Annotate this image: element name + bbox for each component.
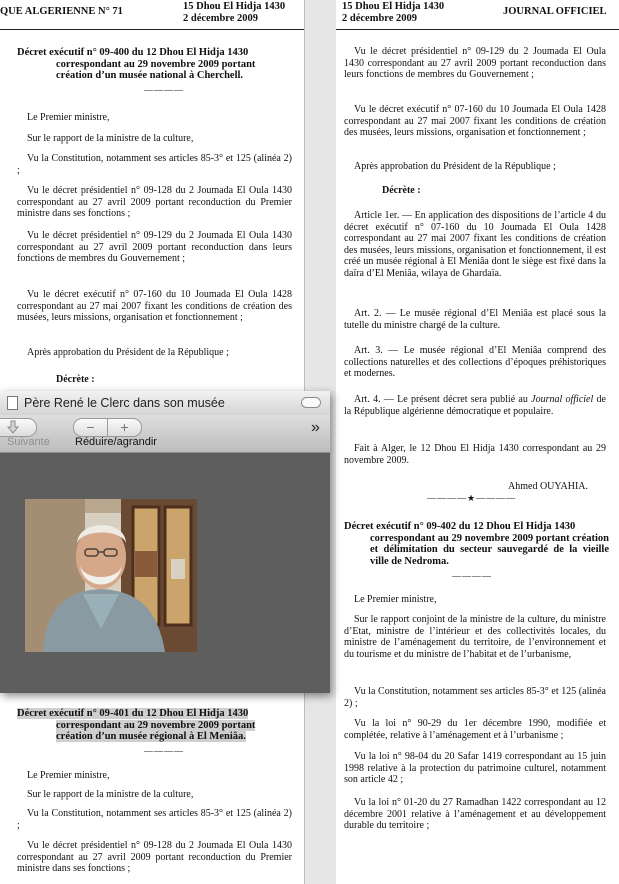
next-button[interactable] [0,418,37,437]
gregorian-date: 2 décembre 2009 [342,13,418,24]
journal-name: JOURNAL OFFICIEL [503,6,607,17]
hijri-date: 15 Dhou El Hidja 1430 [183,1,286,12]
window-title: Père René le Clerc dans son musée [24,396,225,410]
right-decrete: Décrète : [382,185,421,196]
decree-402-minister: Le Premier ministre, [354,594,437,605]
decree-401-para-3: Vu le décret présidentiel n° 09-128 du 2 Joumada El Oula 1430 correspondant au 27 avril 2009 portant reconduction du Premier ministre dans ses fonctions ; [17,840,292,875]
next-label: Suivante [7,436,50,448]
right-journal-page [336,0,619,884]
decree-401-para-2: Vu la Constitution, notamment ses articles 85-3° et 125 (alinéa 2) ; [17,808,292,831]
zoom-in-button[interactable] [107,418,142,437]
decree-400-para-1: Sur le rapport de la ministre de la culture, [27,133,194,144]
decree-400-decrete: Décrète : [56,374,95,385]
decree-401-title: Décret exécutif n° 09-401 du 12 Dhou El Hidja 1430 correspondant au 29 novembre 2009 portant création d’un musée régional à El Meniâa. [17,708,256,743]
zoom-out-button[interactable] [73,418,108,437]
preview-toolbar [0,415,330,453]
decree-402-para-1: Sur le rapport conjoint de la ministre de la culture, du ministre d’Etat, ministre de l’intérieur et des collectivités locales, du ministre de l’aménagement du territoire, de l’environnement et du tourisme et du ministre de l’habitat et de l’urbanisme, [344,614,606,660]
document-icon [7,396,18,410]
decree-separator: ———— [144,85,184,95]
portrait-photo [25,499,197,652]
decree-400-para-3: Vu le décret présidentiel n° 09-128 du 2 Joumada El Oula 1430 correspondant au 27 avril 2009 portant reconduction du Premier ministre dans ses fonctions ; [17,185,292,220]
decree-402-para-2: Vu la Constitution, notamment ses articles 85-3° et 125 (alinéa 2) ; [344,686,606,709]
article-2: Art. 2. — Le musée régional d’El Meniâa est placé sous la tutelle du ministre chargé de la culture. [344,308,606,331]
decree-400-para-5: Vu le décret exécutif n° 07-160 du 10 Joumada El Oula 1428 correspondant au 27 mai 2007 fixant les conditions de création des musées, leurs missions, organisation et fonctionnement ; [17,289,292,324]
star-separator: ————★———— [427,493,517,503]
decree-400-para-4: Vu le décret présidentiel n° 09-129 du 2 Joumada El Oula 1430 correspondant au 27 avril 2009 portant reconduction dans leurs fonctions de membres du Gouvernement ; [17,230,292,265]
plus-icon: + [120,419,129,435]
decree-400-title: Décret exécutif n° 09-400 du 12 Dhou El Hidja 1430 correspondant au 29 novembre 2009 portant création d’un musée national à Cherchell. [17,47,256,82]
zoom-label: Réduire/agrandir [75,436,157,448]
decree-402-para-5: Vu la loi n° 01-20 du 27 Ramadhan 1422 correspondant au 12 décembre 2001 relative à l’aménagement et au développement durable du territoire ; [344,797,606,832]
decree-separator: ———— [452,571,492,581]
right-para-2: Vu le décret exécutif n° 07-160 du 10 Joumada El Oula 1428 correspondant au 27 mai 2007 fixant les conditions de création des musées, leurs missions, organisation et fonctionnement ; [344,104,606,139]
hijri-date: 15 Dhou El Hidja 1430 [342,1,445,12]
decree-separator: ———— [144,746,184,756]
right-page-header [336,0,619,30]
journal-number: QUE ALGERIENNE N° 71 [0,6,123,17]
left-page-header [0,0,304,30]
decree-400-minister: Le Premier ministre, [27,112,110,123]
signature: Ahmed OUYAHIA. [508,481,588,492]
preview-titlebar[interactable] [0,391,330,416]
article-3: Art. 3. — Le musée régional d’El Meniâa comprend des collections naturelles et des collections d’époques préhistoriques et modernes. [344,345,606,380]
fait-a-alger: Fait à Alger, le 12 Dhou El Hidja 1430 correspondant au 29 novembre 2009. [344,443,606,466]
preview-window[interactable] [0,391,330,693]
decree-402-para-3: Vu la loi n° 90-29 du 1er décembre 1990, modifiée et complétée, relative à l’aménagement et à l’urbanisme ; [344,718,606,741]
decree-402-para-4: Vu la loi n° 98-04 du 20 Safar 1419 correspondant au 15 juin 1998 relative à la protection du patrimoine culturel, notamment son article 42 ; [344,751,606,786]
decree-400-para-6: Après approbation du Président de la République ; [27,347,229,358]
decree-401-minister: Le Premier ministre, [27,770,110,781]
decree-402-title: Décret exécutif n° 09-402 du 12 Dhou El Hidja 1430 correspondant au 29 novembre 2009 portant création et délimitation du secteur sauvegardé de la vieille ville de Nedroma. [344,521,609,567]
decree-401-para-1: Sur le rapport de la ministre de la culture, [27,789,194,800]
gregorian-date: 2 décembre 2009 [183,13,259,24]
down-arrow-icon [6,420,20,434]
minus-icon: − [86,419,95,435]
article-1: Article 1er. — En application des dispositions de l’article 4 du décret exécutif n° 07-160 du 10 Joumada El Oula 1428 correspondant au 27 mai 2007 fixant les conditions de création des musées, leurs missions, organisation et fonctionnement, il est créé un musée régional à El Meniâa dont le siège est fixé dans la daïra d’El Meniâa, wilaya de Ghardaïa. [344,210,606,279]
right-para-1: Vu le décret présidentiel n° 09-129 du 2 Joumada El Oula 1430 correspondant au 27 avril 2009 portant reconduction dans leurs fonctions de membres du Gouvernement ; [344,46,606,81]
right-para-3: Après approbation du Président de la République ; [354,161,556,172]
article-4: Art. 4. — Le présent décret sera publié au Journal officiel de la République algérienne démocratique et populaire. [344,394,606,417]
toolbar-overflow-chevron-icon[interactable]: » [311,419,320,436]
decree-400-para-2: Vu la Constitution, notamment ses articles 85-3° et 125 (alinéa 2) ; [17,153,292,176]
man-portrait-icon [25,499,197,652]
toolbar-toggle-button[interactable] [301,397,321,408]
